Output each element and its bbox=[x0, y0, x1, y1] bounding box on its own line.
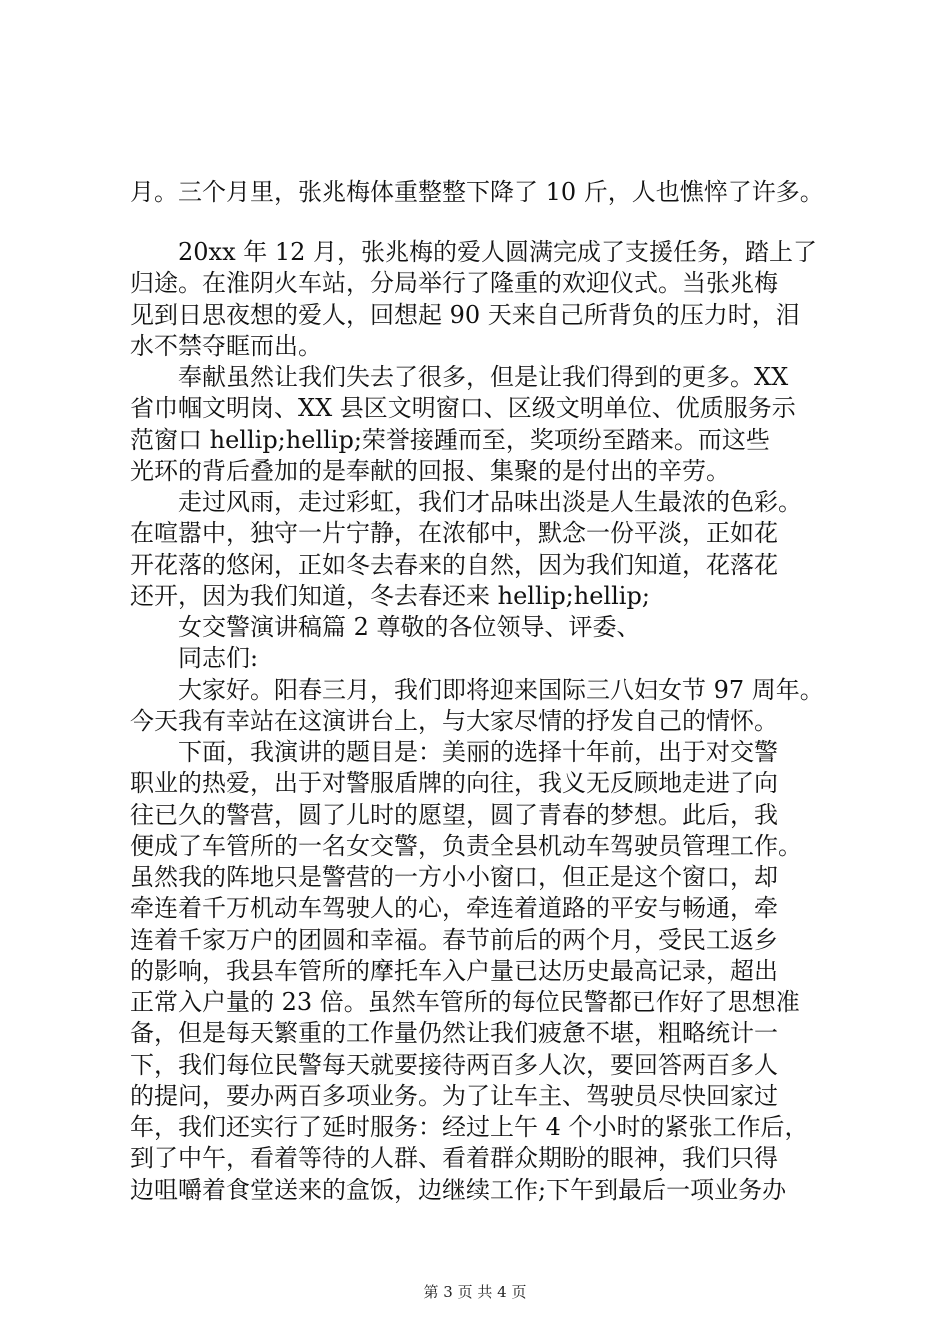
text-line: 省巾帼文明岗、XX 县区文明窗口、区级文明单位、优质服务示 bbox=[130, 394, 796, 422]
text-line: 正常入户量的 23 倍。虽然车管所的每位民警都已作好了思想准 bbox=[130, 988, 800, 1016]
text-line: 见到日思夜想的爱人，回想起 90 天来自己所背负的压力时，泪 bbox=[130, 301, 800, 329]
text-line: 月。三个月里，张兆梅体重整整下降了 10 斤，人也憔悴了许多。 bbox=[130, 178, 824, 206]
text-line: 归途。在淮阴火车站，分局举行了隆重的欢迎仪式。当张兆梅 bbox=[130, 269, 778, 297]
text-line: 牵连着千万机动车驾驶人的心，牵连着道路的平安与畅通，牵 bbox=[130, 894, 778, 922]
text-line: 范窗口 hellip;hellip;荣誉接踵而至，奖项纷至踏来。而这些 bbox=[130, 426, 770, 454]
section-heading: 女交警演讲稿篇 2 尊敬的各位领导、评委、 bbox=[178, 613, 641, 641]
text-line: 的影响，我县车管所的摩托车入户量已达历史最高记录，超出 bbox=[130, 957, 778, 985]
text-line: 到了中午，看着等待的人群、看着群众期盼的眼神，我们只得 bbox=[130, 1144, 778, 1172]
text-line: 下，我们每位民警每天就要接待两百多人次，要回答两百多人 bbox=[130, 1051, 778, 1079]
text-line: 光环的背后叠加的是奉献的回报、集聚的是付出的辛劳。 bbox=[130, 457, 730, 485]
text-line: 备，但是每天繁重的工作量仍然让我们疲惫不堪，粗略统计一 bbox=[130, 1019, 778, 1047]
text-line: 还开，因为我们知道，冬去春还来 hellip;hellip; bbox=[130, 582, 650, 610]
text-line: 便成了车管所的一名女交警，负责全县机动车驾驶员管理工作。 bbox=[130, 832, 802, 860]
text-line: 在喧嚣中，独守一片宁静，在浓郁中，默念一份平淡，正如花 bbox=[130, 519, 778, 547]
text-line: 开花落的悠闲，正如冬去春来的自然，因为我们知道，花落花 bbox=[130, 551, 778, 579]
text-line: 虽然我的阵地只是警营的一方小小窗口，但正是这个窗口，却 bbox=[130, 863, 778, 891]
text-line: 走过风雨，走过彩虹，我们才品味出淡是人生最浓的色彩。 bbox=[178, 488, 802, 516]
text-line: 职业的热爱，出于对警服盾牌的向往，我义无反顾地走进了向 bbox=[130, 769, 778, 797]
text-line: 大家好。阳春三月，我们即将迎来国际三八妇女节 97 周年。 bbox=[178, 676, 824, 704]
text-line: 年，我们还实行了延时服务：经过上午 4 个小时的紧张工作后， bbox=[130, 1113, 809, 1141]
text-line: 同志们: bbox=[178, 644, 259, 672]
text-line: 奉献虽然让我们失去了很多，但是让我们得到的更多。XX bbox=[178, 363, 789, 391]
text-line: 的提问，要办两百多项业务。为了让车主、驾驶员尽快回家过 bbox=[130, 1082, 778, 1110]
page-footer: 第 3 页 共 4 页 bbox=[423, 1283, 527, 1301]
text-line: 下面，我演讲的题目是：美丽的选择十年前，出于对交警 bbox=[178, 738, 778, 766]
text-line: 水不禁夺眶而出。 bbox=[130, 332, 322, 360]
text-line: 边咀嚼着食堂送来的盒饭，边继续工作;下午到最后一项业务办 bbox=[130, 1176, 787, 1204]
text-line: 往已久的警营，圆了儿时的愿望，圆了青春的梦想。此后，我 bbox=[130, 801, 778, 829]
text-line: 20xx 年 12 月，张兆梅的爱人圆满完成了支援任务，踏上了 bbox=[178, 238, 818, 266]
text-line: 连着千家万户的团圆和幸福。春节前后的两个月，受民工返乡 bbox=[130, 926, 778, 954]
text-line: 今天我有幸站在这演讲台上，与大家尽情的抒发自己的情怀。 bbox=[130, 707, 778, 735]
